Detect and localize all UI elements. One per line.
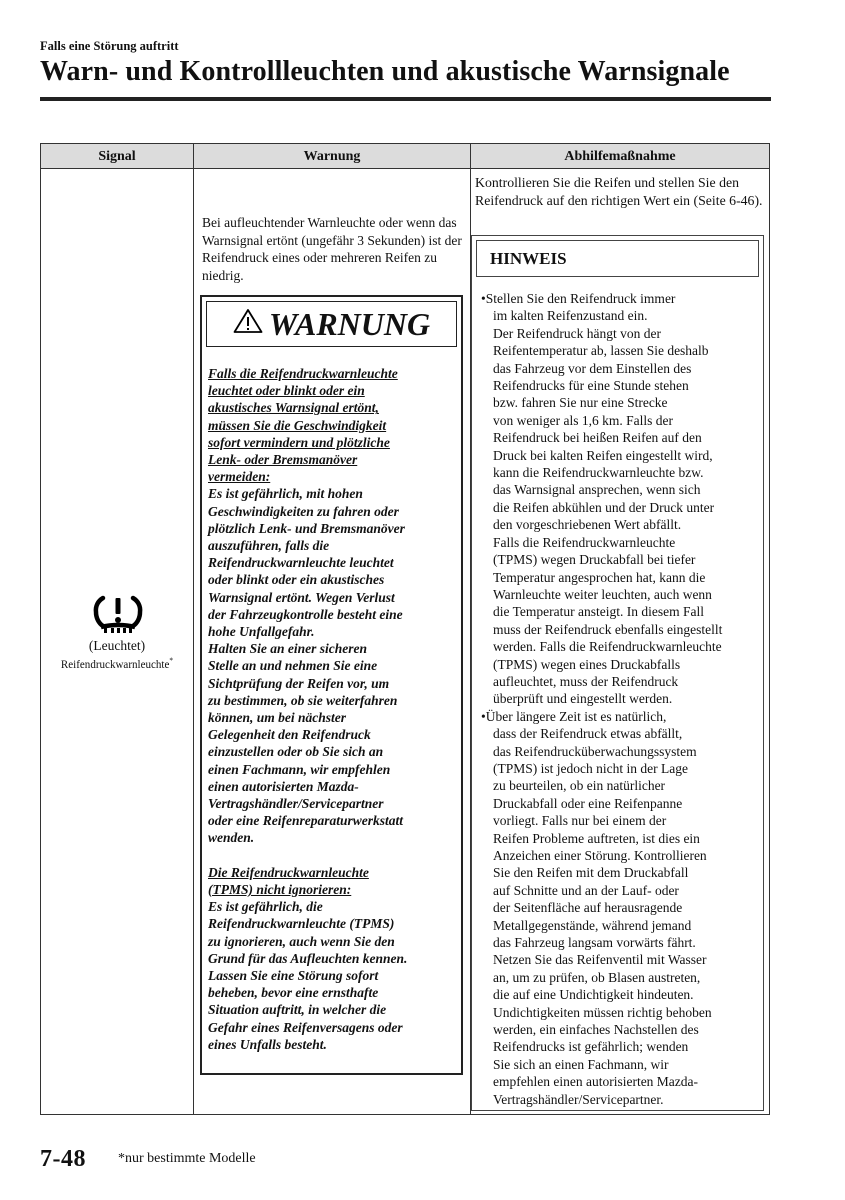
hinweis-line: von weniger als 1,6 km. Falls der	[493, 412, 673, 428]
hinweis-line: Falls die Reifendruckwarnleuchte	[493, 534, 676, 550]
hinweis-line: Temperatur angesprochen hat, kann die	[493, 569, 706, 585]
warning-table	[40, 143, 770, 1115]
warning-line: oder eine Reifenreparaturwerkstatt	[208, 813, 403, 829]
hinweis-line: werden. Falls die Reifendruckwarnleuchte	[493, 639, 722, 655]
warning-line: Es ist gefährlich, die	[208, 899, 323, 915]
section-label: Falls eine Störung auftritt	[40, 39, 179, 53]
warning-line: Sichtprüfung der Reifen vor, um	[208, 675, 390, 691]
hinweis-line: (TPMS) wegen eines Druckabfalls	[493, 656, 681, 672]
hinweis-bullet-line: •Über längere Zeit ist es natürlich,	[481, 708, 667, 724]
hinweis-line: der Seitenfläche auf herausragende	[493, 900, 683, 916]
header-signal: Signal	[98, 149, 136, 164]
hinweis-line: die auf eine Undichtigkeit hindeuten.	[493, 987, 694, 1003]
hinweis-text	[481, 290, 763, 1108]
hinweis-line: Sie sich an einen Fachmann, wir	[493, 1056, 669, 1072]
page-number: 7-48	[40, 1146, 86, 1172]
signal-label-state: (Leuchtet)	[88, 638, 146, 653]
warning-line: Lassen Sie eine Störung sofort	[208, 967, 379, 983]
warning-line: Reifendruckwarnleuchte (TPMS)	[208, 916, 395, 932]
hinweis-line: das Reifendrucküberwachungssystem	[493, 743, 697, 759]
warning-line: eines Unfalls besteht.	[208, 1036, 327, 1052]
warning-line: der Fahrzeugkontrolle besteht eine	[208, 606, 403, 622]
warning-line: Grund für das Aufleuchten kennen.	[208, 950, 408, 966]
hinweis-line: Undichtigkeiten müssen richtig behoben	[493, 1004, 712, 1020]
hinweis-line: Der Reifendruck hängt von der	[493, 325, 661, 341]
warning-line: Gelegenheit den Reifendruck	[208, 727, 371, 743]
hinweis-line: das Fahrzeug vor dem Einstellen des	[493, 360, 692, 376]
warning-line: Falls die Reifendruckwarnleuchte	[208, 366, 398, 381]
hinweis-line: aufleuchtet, muss der Reifendruck	[493, 673, 679, 689]
warning-line: einzustellen oder ob Sie sich an	[208, 744, 384, 760]
header-warning: Warnung	[303, 149, 361, 164]
warning-triangle-icon	[233, 308, 263, 334]
warning-line: Stelle an und nehmen Sie eine	[208, 658, 378, 674]
warning-line: akustisches Warnsignal ertönt,	[208, 400, 379, 416]
remedy-intro: Kontrollieren Sie die Reifen und stellen Sie den Reifendruck auf den richtigen Wert ein (Seite 6-46).	[475, 175, 763, 208]
warning-line: sofort vermindern und plötzliche	[208, 434, 390, 450]
hinweis-line: Druck bei kalten Reifen eingestellt wird,	[493, 447, 713, 463]
tpms-warning-icon	[91, 593, 145, 635]
hinweis-line: zu beurteilen, ob ein natürlicher	[493, 778, 666, 794]
warning-line: plötzlich Lenk- und Bremsmanöver	[208, 520, 405, 536]
hinweis-line: auf Schnitte und an der Lauf- oder	[493, 882, 679, 898]
warning-line: Reifendruckwarnleuchte leuchtet	[208, 555, 394, 571]
warning-line: auszuführen, falls die	[208, 538, 330, 554]
table-header-row	[41, 144, 769, 169]
hinweis-line: den vorgeschriebenen Wert abfällt.	[493, 517, 682, 533]
hinweis-line: Vertragshändler/Servicepartner.	[493, 1091, 664, 1107]
warning-line: müssen Sie die Geschwindigkeit	[208, 417, 387, 433]
title-rule	[40, 97, 771, 101]
hinweis-box	[471, 235, 764, 1111]
hinweis-line: werden, ein einfaches Nachstellen des	[493, 1022, 699, 1038]
warning-line: Die Reifendruckwarnleuchte	[208, 864, 369, 880]
warning-line: oder blinkt oder ein akustisches	[208, 572, 385, 588]
hinweis-line: Reifendrucks ist gefährlich; wenden	[493, 1039, 689, 1055]
hinweis-line: bzw. fahren Sie nur eine Strecke	[493, 395, 668, 411]
warning-line: Warnsignal ertönt. Wegen Verlust	[208, 589, 395, 605]
warning-line: Lenk- oder Bremsmanöver	[208, 452, 358, 468]
hinweis-line: muss der Reifendruck ebenfalls eingestellt	[493, 621, 723, 637]
warning-line: wenden.	[208, 830, 255, 846]
warning-line: hohe Unfallgefahr.	[208, 624, 315, 640]
warning-box-title: WARNUNG	[206, 301, 457, 347]
warning-line: Gefahr eines Reifenversagens oder	[208, 1019, 403, 1035]
hinweis-title: HINWEIS	[476, 240, 759, 277]
hinweis-line: dass der Reifendruck etwas abfällt,	[493, 726, 683, 742]
hinweis-line: vorliegt. Falls nur bei einem der	[493, 813, 667, 829]
hinweis-line: die Temperatur ansteigt. In diesem Fall	[493, 604, 704, 620]
hinweis-line: die Reifen abkühlen und der Druck unter	[493, 499, 715, 515]
signal-label-name: Reifendruckwarnleuchte*	[60, 656, 174, 671]
warning-line: Situation auftritt, in welcher die	[208, 1002, 387, 1018]
hinweis-line: an, um zu prüfen, ob Blasen austreten,	[493, 969, 701, 985]
warning-line: zu bestimmen, ob sie weiterfahren	[208, 692, 398, 708]
warning-box-text	[208, 365, 453, 1053]
hinweis-line: Druckabfall oder eine Reifenpanne	[493, 795, 683, 811]
warning-line: leuchtet oder blinkt oder ein	[208, 383, 365, 399]
warning-line: beheben, bevor eine ernsthafte	[208, 985, 379, 1001]
warning-line: vermeiden:	[208, 469, 271, 485]
hinweis-line: Reifendruck bei heißen Reifen auf den	[493, 430, 702, 446]
page-title: Warn- und Kontrollleuchten und akustische Warnsignale	[40, 56, 730, 87]
hinweis-line: Sie den Reifen mit dem Druckabfall	[493, 865, 689, 881]
hinweis-line: empfehlen einen autorisierten Mazda-	[493, 1074, 699, 1090]
warning-line	[208, 847, 453, 864]
hinweis-line: das Warnsignal ansprechen, wenn sich	[493, 482, 701, 498]
column-divider	[193, 144, 194, 1114]
header-remedy: Abhilfemaßnahme	[564, 149, 676, 164]
hinweis-bullet-line: •Stellen Sie den Reifendruck immer	[481, 291, 676, 306]
hinweis-line: Anzeichen einer Störung. Kontrollieren	[493, 848, 707, 863]
warning-line: einen autorisierten Mazda-	[208, 778, 359, 794]
warning-line: können, um bei nächster	[208, 710, 347, 726]
warning-line: zu ignorieren, auch wenn Sie den	[208, 933, 395, 949]
hinweis-line: Warnleuchte weiter leuchten, auch wenn	[493, 586, 712, 602]
hinweis-line: Metallgegenstände, während jemand	[493, 917, 692, 933]
warning-line: Es ist gefährlich, mit hohen	[208, 486, 363, 502]
hinweis-line: Reifen Probleme auftreten, ist dies ein	[493, 830, 700, 846]
hinweis-line: Reifendrucks für eine Stunde stehen	[493, 378, 689, 394]
hinweis-line: (TPMS) wegen Druckabfall bei tiefer	[493, 552, 696, 568]
warning-line: einen Fachmann, wir empfehlen	[208, 761, 391, 777]
warning-intro: Bei aufleuchtender Warnleuchte oder wenn das Warnsignal ertönt (ungefähr 3 Sekunden) ist der Reifendruck eines oder mehreren Reifen zu niedrig.	[202, 215, 462, 283]
warning-line: Halten Sie an einer sicheren	[208, 641, 368, 657]
warning-line: Geschwindigkeiten zu fahren oder	[208, 503, 399, 519]
warning-line: (TPMS) nicht ignorieren:	[208, 881, 352, 897]
hinweis-line: überprüft und eingestellt werden.	[493, 691, 673, 707]
hinweis-line: im kalten Reifenzustand ein.	[493, 308, 648, 324]
hinweis-line: (TPMS) ist jedoch nicht in der Lage	[493, 760, 688, 776]
warning-line: Vertragshändler/Servicepartner	[208, 796, 384, 812]
footnote: *nur bestimmte Modelle	[118, 1151, 256, 1166]
hinweis-line: Reifentemperatur ab, lassen Sie deshalb	[493, 343, 709, 359]
hinweis-line: kann die Reifendruckwarnleuchte bzw.	[493, 465, 704, 481]
hinweis-line: Netzen Sie das Reifenventil mit Wasser	[493, 952, 707, 968]
warning-box	[200, 295, 463, 1075]
hinweis-line: das Fahrzeug langsam vorwärts fährt.	[493, 935, 696, 951]
